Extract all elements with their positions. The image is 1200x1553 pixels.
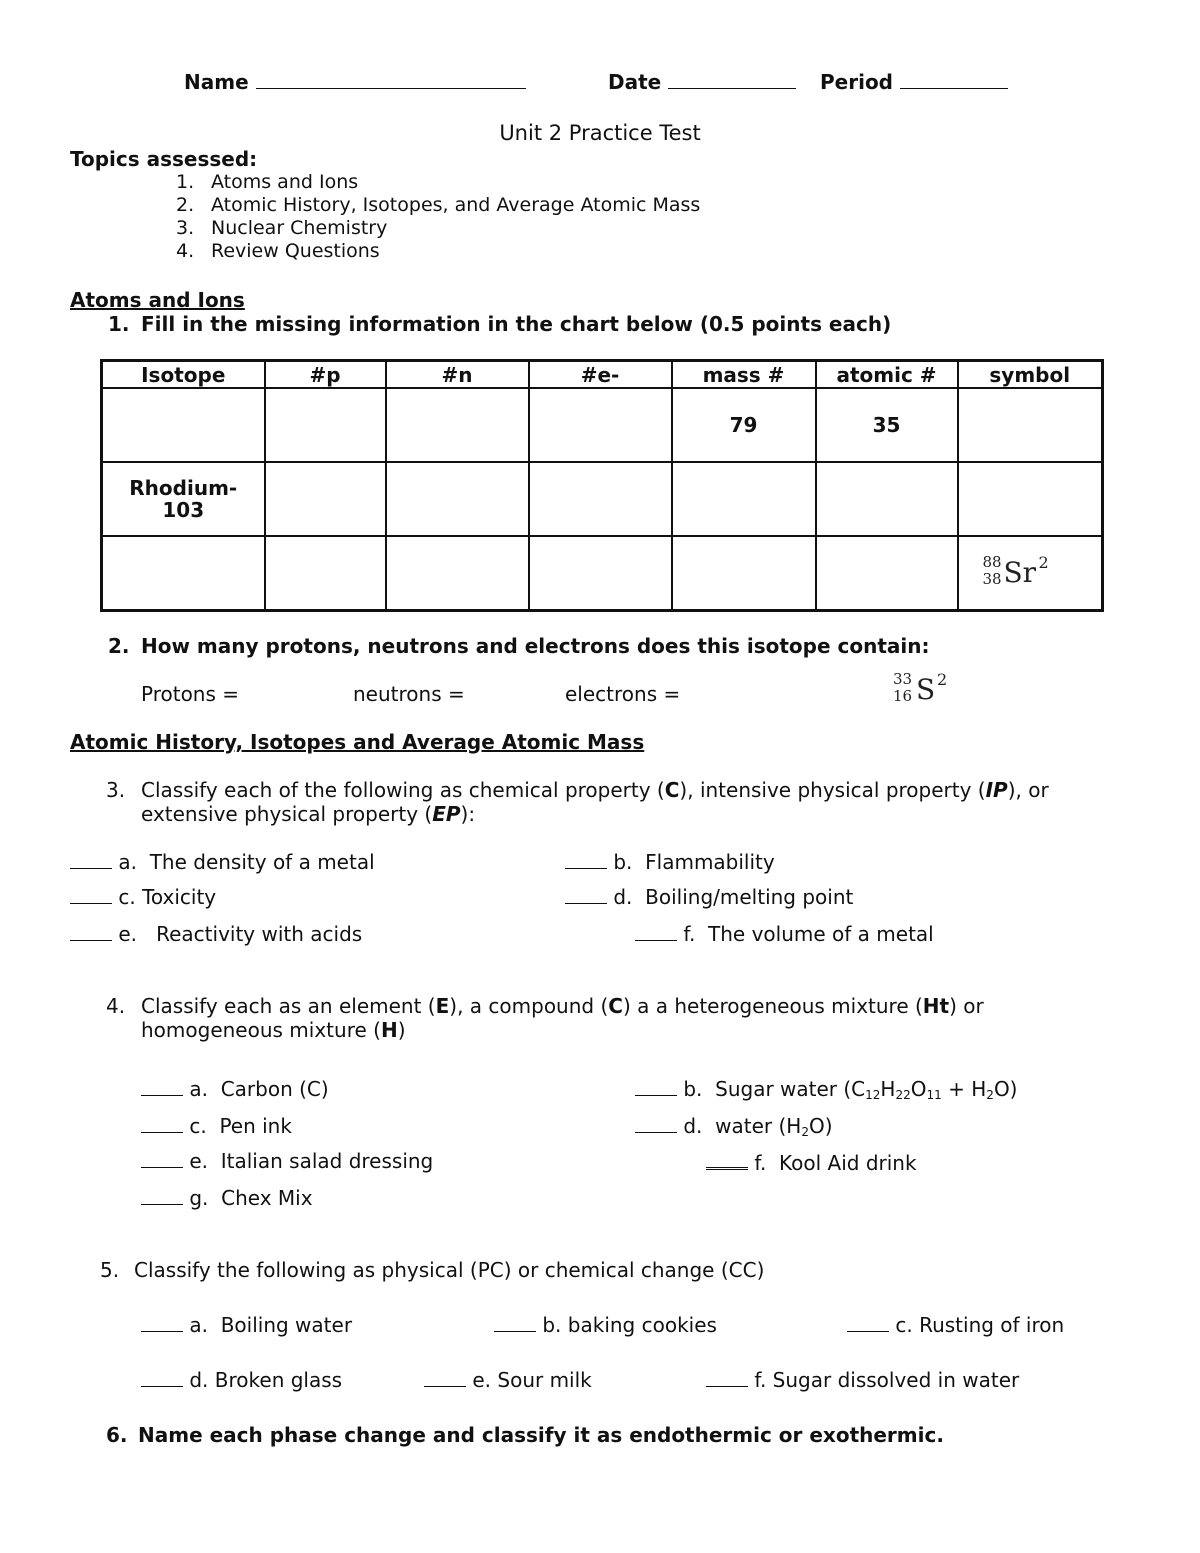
table-cell[interactable] — [529, 536, 672, 611]
q3-line1: Classify each of the following as chemical property (C), intensive physical property (IP), or — [141, 778, 1049, 802]
q3-line2: extensive physical property (EP): — [141, 802, 476, 826]
electrons-label: electrons = — [565, 682, 681, 706]
answer-blank[interactable] — [141, 1186, 183, 1205]
answer-blank[interactable] — [424, 1368, 466, 1387]
column-header: symbol — [958, 361, 1103, 389]
q5-item-c: c. Rusting of iron — [847, 1313, 1064, 1337]
period-field-row — [820, 70, 1008, 94]
q4-item-e: e. Italian salad dressing — [141, 1149, 433, 1173]
q6-text: Name each phase change and classify it as endothermic or exothermic. — [138, 1423, 944, 1447]
topic-item: 2. — [176, 194, 195, 216]
answer-blank[interactable] — [141, 1368, 183, 1387]
q4-item-g: g. Chex Mix — [141, 1186, 313, 1210]
table-row — [102, 388, 1103, 462]
q4-item-c: c. Pen ink — [141, 1114, 292, 1138]
q4-line2: homogeneous mixture (H) — [141, 1018, 406, 1042]
column-header: #n — [386, 361, 529, 389]
date-blank[interactable] — [668, 70, 796, 89]
column-header: atomic # — [816, 361, 958, 389]
table-row — [102, 536, 1103, 611]
neutrons-label: neutrons = — [353, 682, 465, 706]
isotope-chart — [100, 359, 1104, 612]
answer-blank[interactable] — [141, 1149, 183, 1168]
element-symbol: S — [916, 673, 936, 706]
answer-blank[interactable] — [635, 1077, 677, 1096]
topic-item-label: Atomic History, Isotopes, and Average Atomic Mass — [211, 194, 701, 216]
answer-blank[interactable] — [70, 850, 112, 869]
column-header: #p — [265, 361, 386, 389]
section-heading-atomic-history: Atomic History, Isotopes and Average Atomic Mass — [70, 730, 645, 754]
protons-label: Protons = — [141, 682, 240, 706]
mass-number: 33 — [893, 670, 913, 688]
name-label: Name — [184, 70, 249, 94]
period-label: Period — [820, 70, 893, 94]
table-cell[interactable] — [265, 462, 386, 536]
table-cell[interactable] — [958, 462, 1103, 536]
answer-blank[interactable] — [565, 850, 607, 869]
topic-item-label: Atoms and Ions — [211, 171, 359, 193]
table-cell[interactable] — [102, 388, 265, 462]
name-field-row — [184, 70, 526, 94]
table-cell[interactable]: 35 — [816, 388, 958, 462]
topic-item: 3. — [176, 217, 195, 239]
table-cell[interactable] — [816, 462, 958, 536]
q3-item-e: e. Reactivity with acids — [70, 922, 362, 946]
date-label: Date — [608, 70, 662, 94]
q5-number: 5. — [100, 1258, 120, 1282]
q4-number: 4. — [106, 994, 126, 1018]
answer-blank[interactable] — [141, 1313, 183, 1332]
table-cell[interactable] — [529, 388, 672, 462]
period-blank[interactable] — [900, 70, 1008, 89]
table-cell[interactable] — [265, 388, 386, 462]
section-heading-atoms-ions: Atoms and Ions — [70, 288, 245, 312]
q3-item-d: d. Boiling/melting point — [565, 885, 853, 909]
charge: 2 — [1038, 553, 1049, 572]
sulfur-symbol — [893, 672, 973, 710]
answer-blank[interactable] — [141, 1114, 183, 1133]
date-field-row — [608, 70, 796, 94]
q4-item-a: a. Carbon (C) — [141, 1077, 329, 1101]
q3-item-f: f. The volume of a metal — [635, 922, 934, 946]
answer-blank[interactable] — [141, 1077, 183, 1096]
q4-line1: Classify each as an element (E), a compound (C) a a heterogeneous mixture (Ht) or — [141, 994, 984, 1018]
q4-item-f: f. Kool Aid drink — [706, 1149, 917, 1175]
table-cell[interactable] — [529, 462, 672, 536]
page-title: Unit 2 Practice Test — [499, 121, 701, 145]
q2-text: How many protons, neutrons and electrons does this isotope contain: — [141, 634, 930, 658]
column-header: #e- — [529, 361, 672, 389]
atomic-number: 16 — [893, 687, 913, 705]
table-cell[interactable] — [386, 536, 529, 611]
table-cell[interactable] — [958, 388, 1103, 462]
answer-blank[interactable] — [565, 885, 607, 904]
q5-item-f: f. Sugar dissolved in water — [706, 1368, 1019, 1392]
element-symbol: Sr — [1003, 556, 1037, 589]
column-header: Isotope — [102, 361, 265, 389]
q5-item-d: d. Broken glass — [141, 1368, 342, 1392]
answer-blank[interactable] — [70, 885, 112, 904]
column-header: mass # — [672, 361, 816, 389]
table-cell[interactable]: Rhodium- 103 — [102, 462, 265, 536]
q5-text: Classify the following as physical (PC) or chemical change (CC) — [134, 1258, 765, 1282]
strontium-symbol — [983, 555, 1073, 591]
q5-item-e: e. Sour milk — [424, 1368, 592, 1392]
answer-blank[interactable] — [70, 922, 112, 941]
answer-blank[interactable] — [706, 1368, 748, 1387]
table-row — [102, 462, 1103, 536]
table-cell[interactable] — [102, 536, 265, 611]
q3-item-a: a. The density of a metal — [70, 850, 375, 874]
topics-heading: Topics assessed: — [70, 147, 258, 171]
topic-item-label: Review Questions — [211, 240, 380, 262]
mass-number: 88 — [982, 553, 1002, 571]
q2-number: 2. — [108, 634, 130, 658]
answer-blank[interactable] — [635, 1114, 677, 1133]
q1-number: 1. — [108, 312, 130, 336]
answer-blank[interactable] — [494, 1313, 536, 1332]
name-blank[interactable] — [256, 70, 526, 89]
topic-item: 1. — [176, 171, 195, 193]
answer-blank[interactable] — [706, 1149, 748, 1170]
symbol-cell — [958, 536, 1103, 611]
atomic-number: 38 — [982, 570, 1002, 588]
q6-number: 6. — [106, 1423, 128, 1447]
q1-text: Fill in the missing information in the chart below (0.5 points each) — [141, 312, 892, 336]
q3-number: 3. — [106, 778, 126, 802]
q4-item-d: d. water $(H_2O)$ — [635, 1114, 833, 1138]
table-cell[interactable] — [265, 536, 386, 611]
answer-blank[interactable] — [635, 922, 677, 941]
charge: 2 — [937, 670, 948, 689]
table-cell[interactable] — [386, 388, 529, 462]
table-cell[interactable] — [672, 536, 816, 611]
table-cell[interactable] — [816, 536, 958, 611]
table-header-row — [102, 361, 1103, 389]
topic-item-label: Nuclear Chemistry — [211, 217, 388, 239]
q5-item-a: a. Boiling water — [141, 1313, 352, 1337]
q3-item-c: c. Toxicity — [70, 885, 216, 909]
q5-item-b: b. baking cookies — [494, 1313, 717, 1337]
answer-blank[interactable] — [847, 1313, 889, 1332]
table-cell[interactable]: 79 — [672, 388, 816, 462]
topic-item: 4. — [176, 240, 195, 262]
q3-item-b: b. Flammability — [565, 850, 775, 874]
table-cell[interactable] — [386, 462, 529, 536]
table-cell[interactable] — [672, 462, 816, 536]
q4-item-b: b. Sugar water $(C_{12}H_{22}O_{11} + H_2O)$ — [635, 1077, 1017, 1101]
